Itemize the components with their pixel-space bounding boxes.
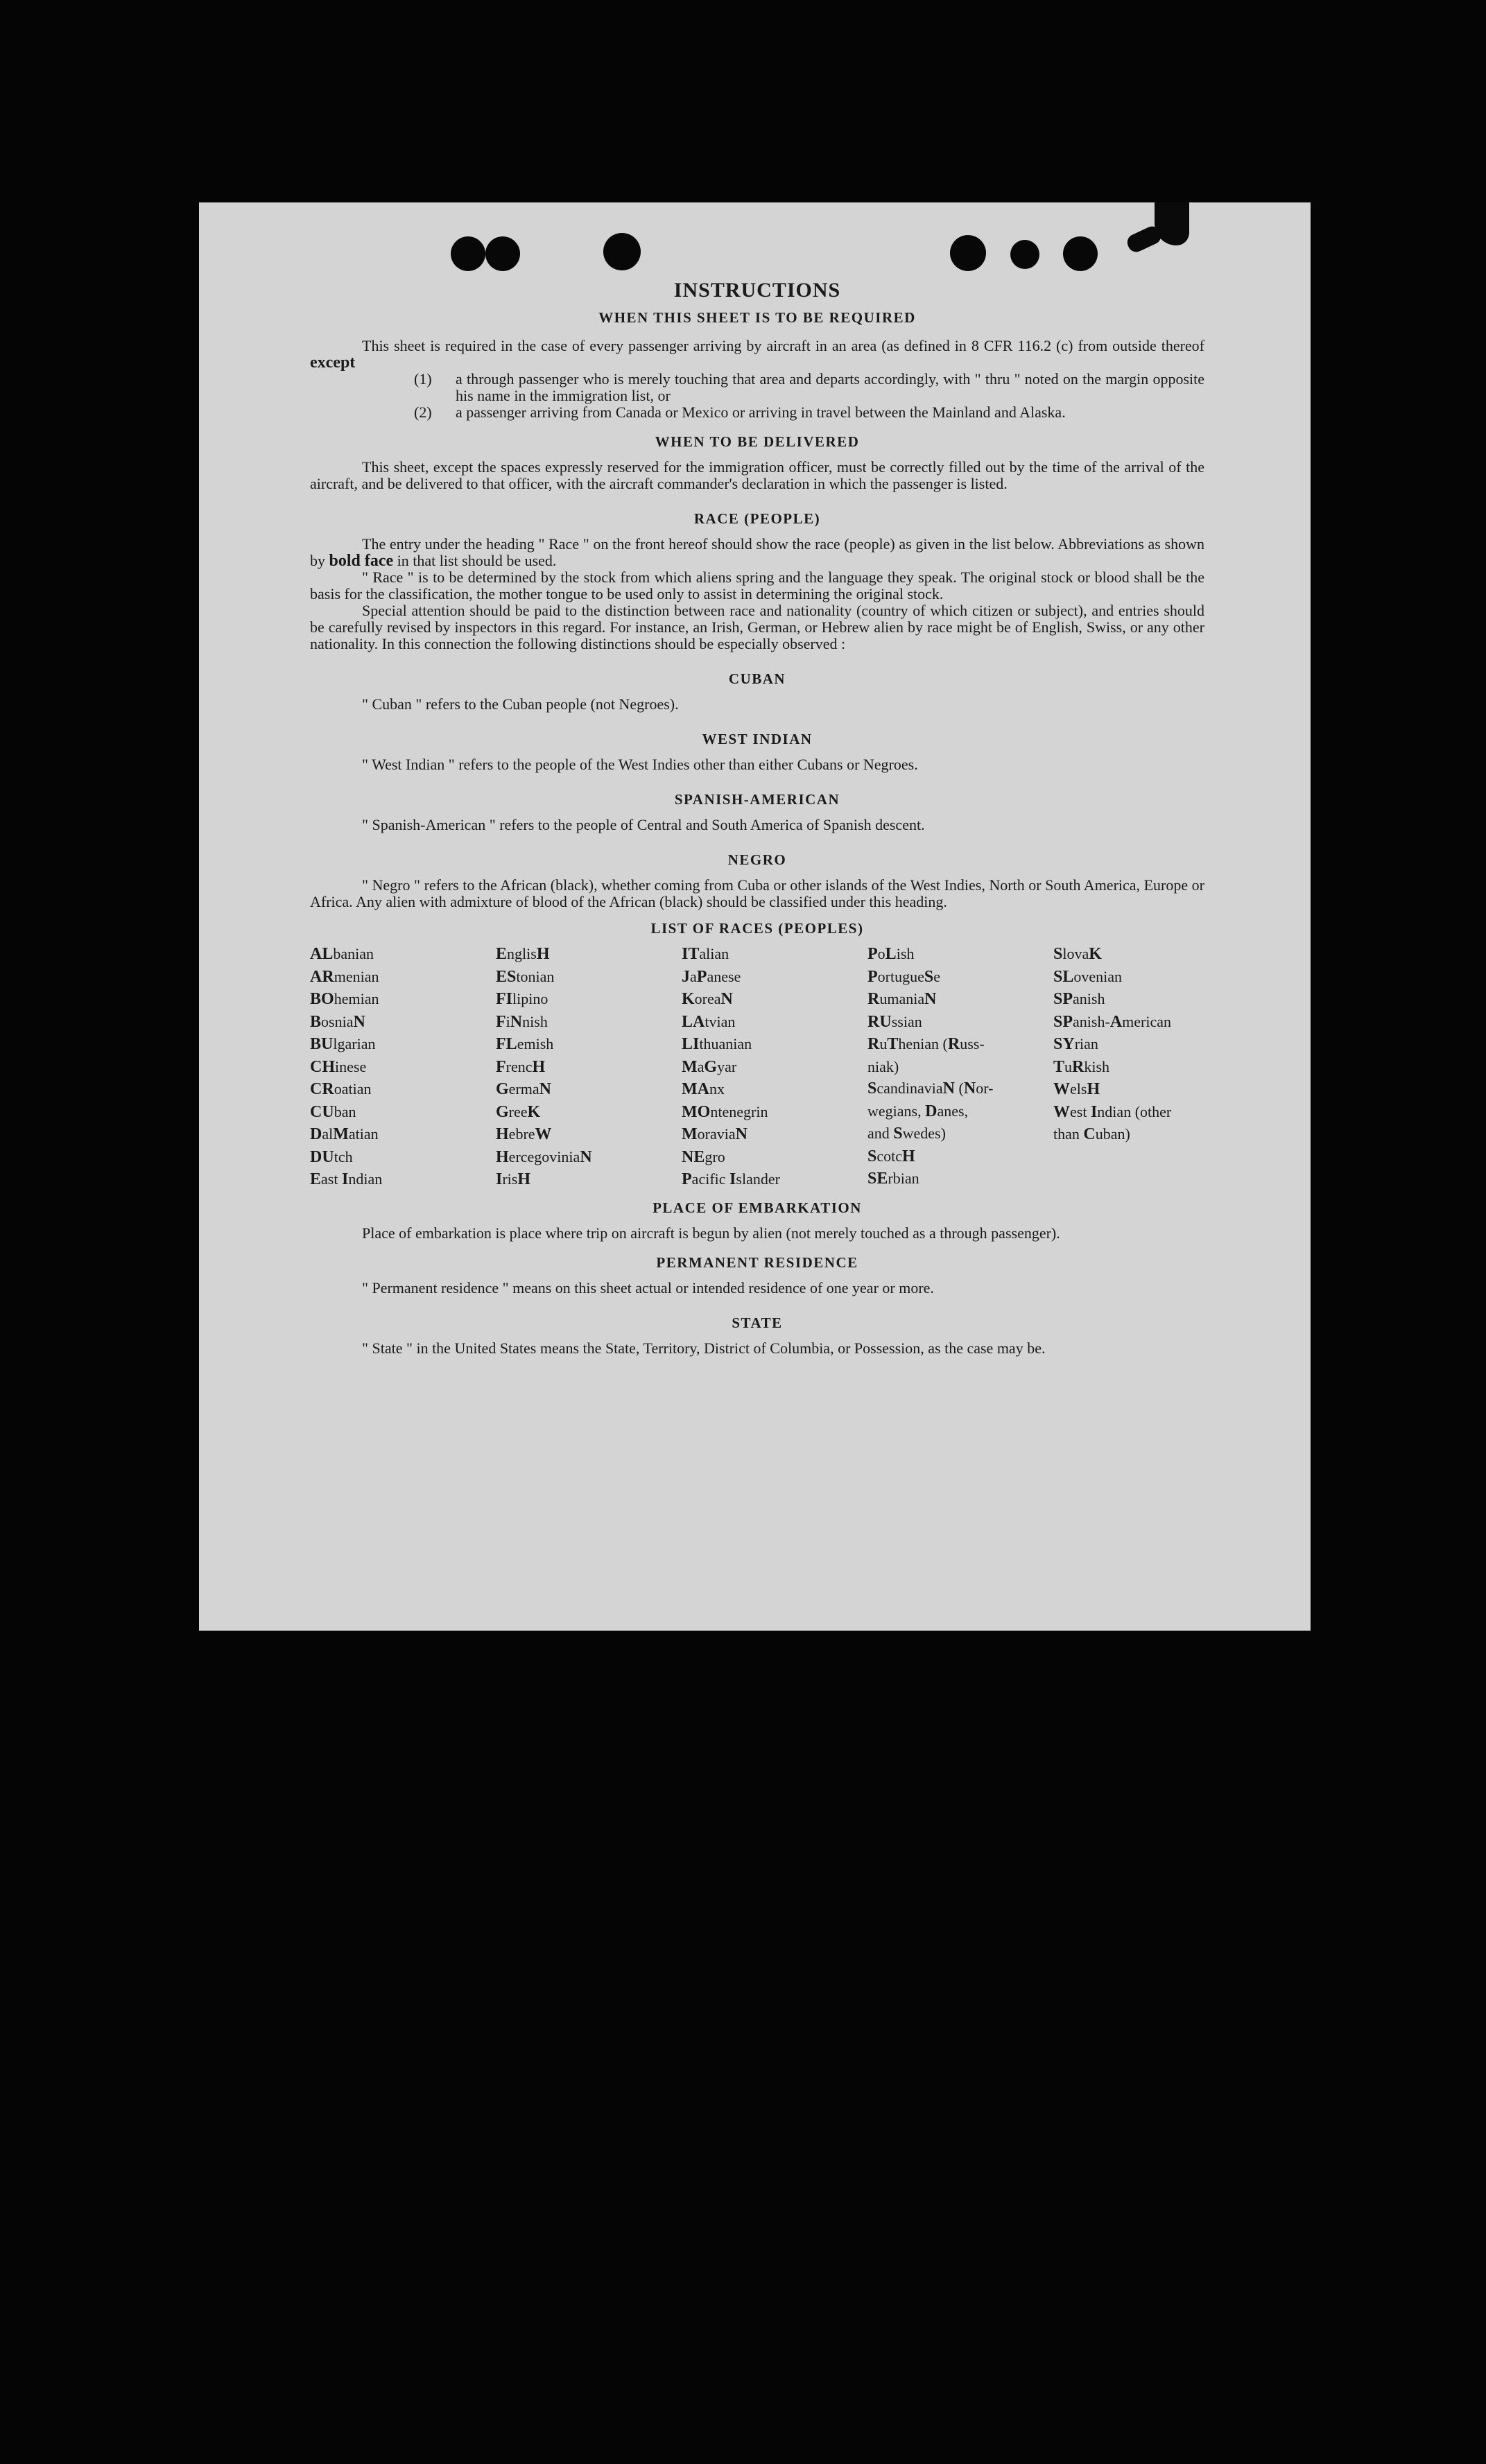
- punch-hole: [950, 235, 986, 271]
- race-entry: West Indian (other than Cuban): [1053, 1102, 1172, 1143]
- race-entry: BosniaN: [310, 1012, 365, 1031]
- race-entry: HercegoviniaN: [496, 1147, 592, 1166]
- race-entry: BUlgarian: [310, 1035, 376, 1053]
- race-entry: EnglisH: [496, 945, 550, 963]
- race-entry: FLemish: [496, 1035, 554, 1053]
- race-entry: JaPanese: [682, 967, 741, 986]
- paragraph: Place of embarkation is place where trip on aircraft is begun by alien (not merely touched as a through passenger).: [362, 1224, 1060, 1242]
- section-heading: PLACE OF EMBARKATION: [653, 1199, 862, 1216]
- race-entry: ARmenian: [310, 967, 379, 986]
- punch-hole: [451, 236, 485, 271]
- race-entry: ITalian: [682, 945, 729, 963]
- races-column: [867, 943, 1053, 1191]
- paragraph: " Cuban " refers to the Cuban people (not Negroes).: [362, 695, 679, 713]
- section-heading: WHEN THIS SHEET IS TO BE REQUIRED: [598, 309, 916, 326]
- paragraph: " State " in the United States means the State, Territory, District of Columbia, or Possession, as the case may be.: [362, 1339, 1046, 1357]
- race-entry: DalMatian: [310, 1125, 379, 1143]
- race-entry: PortugueSe: [867, 967, 941, 986]
- race-entry: DUtch: [310, 1147, 353, 1166]
- race-entry: HebreW: [496, 1125, 552, 1143]
- race-entry: KoreaN: [682, 990, 733, 1008]
- exception-item: (1) a through passenger who is merely touching that area and departs accordingly, with " thru " noted on the margin opposite his name in the immigration list, or: [414, 370, 1204, 404]
- race-entry: GreeK: [496, 1102, 541, 1121]
- instructions-content: [310, 279, 1204, 1357]
- race-entry: East Indian: [310, 1170, 383, 1188]
- document-page: [199, 202, 1311, 1631]
- race-entry: CHinese: [310, 1057, 367, 1076]
- punch-hole: [485, 236, 520, 271]
- race-entry: CUban: [310, 1102, 356, 1121]
- paragraph: " Race " is to be determined by the stock from which aliens spring and the language they speak. The original stock or blood shall be the basis for the classification, the mother tongue to be used only to assist in determining the original stock.: [310, 569, 1204, 602]
- paragraph: " Spanish-American " refers to the people of Central and South America of Spanish descent.: [362, 816, 925, 833]
- race-entry: RumaniaN: [867, 990, 937, 1008]
- race-entry: MoraviaN: [682, 1125, 748, 1143]
- paragraph: The entry under the heading " Race " on the front hereof should show the race (people) as given in the list below. Abbreviations as shown by bold face in that list should be used.: [310, 535, 1204, 570]
- race-entry: BOhemian: [310, 990, 379, 1008]
- race-entry: FiNnish: [496, 1012, 548, 1031]
- race-entry: Pacific Islander: [682, 1170, 780, 1188]
- page-title: INSTRUCTIONS: [673, 279, 841, 302]
- section-heading: NEGRO: [727, 851, 787, 868]
- race-entry: SLovenian: [1053, 967, 1123, 986]
- race-entry: RuThenian (Russ- niak): [867, 1035, 985, 1075]
- punch-hole: [1063, 236, 1098, 271]
- race-entry: MOntenegrin: [682, 1102, 768, 1121]
- races-table: [310, 943, 1204, 1191]
- race-entry: ScotcH: [867, 1147, 915, 1165]
- punch-hole: [1010, 240, 1039, 269]
- section-heading: PERMANENT RESIDENCE: [656, 1253, 858, 1271]
- race-entry: RUssian: [867, 1012, 922, 1031]
- race-entry: LIthuanian: [682, 1035, 752, 1053]
- section-heading: WEST INDIAN: [702, 731, 813, 747]
- race-entry: WelsH: [1053, 1080, 1100, 1098]
- torn-corner: [1125, 224, 1164, 255]
- race-entry: LAtvian: [682, 1012, 736, 1031]
- race-entry: MaGyar: [682, 1057, 737, 1076]
- race-entry: SYrian: [1053, 1035, 1098, 1053]
- section-heading: STATE: [732, 1314, 783, 1331]
- race-entry: SErbian: [867, 1170, 919, 1188]
- race-entry: ALbanian: [310, 945, 374, 963]
- race-entry: SPanish-American: [1053, 1012, 1172, 1031]
- section-heading: LIST OF RACES (PEOPLES): [650, 920, 864, 937]
- races-column: [1053, 943, 1204, 1191]
- races-column: [310, 943, 496, 1191]
- race-entry: SPanish: [1053, 990, 1105, 1008]
- race-entry: CRoatian: [310, 1080, 372, 1098]
- race-entry: FIlipino: [496, 990, 548, 1008]
- race-entry: ScandinaviaN (Nor- wegians, Danes, and Swedes): [867, 1079, 994, 1143]
- exception-item: (2) a passenger arriving from Canada or Mexico or arriving in travel between the Mainland and Alaska.: [414, 404, 1066, 421]
- race-entry: PoLish: [867, 945, 915, 963]
- race-entry: FrencH: [496, 1057, 546, 1076]
- paragraph: " Negro " refers to the African (black), whether coming from Cuba or other islands of the West Indies, North or South America, Europe or Africa. Any alien with admixture of blood of the African (black) should be classified under this heading.: [310, 876, 1204, 910]
- paragraph: " Permanent residence " means on this sheet actual or intended residence of one year or more.: [362, 1278, 934, 1296]
- section-heading: WHEN TO BE DELIVERED: [655, 433, 860, 450]
- section-heading: SPANISH-AMERICAN: [674, 791, 840, 808]
- races-column: [682, 943, 867, 1191]
- paragraph: This sheet, except the spaces expressly reserved for the immigration officer, must be correctly filled out by the time of the arrival of the aircraft, and be delivered to that officer, with the aircraft commander's declaration in which the passenger is listed.: [310, 458, 1204, 492]
- race-entry: TuRkish: [1053, 1057, 1110, 1076]
- required-intro: This sheet is required in the case of every passenger arriving by aircraft in an area (as defined in 8 CFR 116.2 (c) from outside thereof except: [310, 337, 1204, 372]
- race-entry: NEgro: [682, 1147, 725, 1166]
- race-entry: GermaN: [496, 1080, 551, 1098]
- races-column: [496, 943, 682, 1191]
- race-entry: EStonian: [496, 967, 555, 986]
- paragraph: Special attention should be paid to the distinction between race and nationality (country of which citizen or subject), and entries should be carefully revised by inspectors in this regard. For instance, an Irish, German, or Hebrew alien by race might be of English, Swiss, or any other nationality. In this connection the following distinctions should be especially observed :: [310, 602, 1204, 652]
- section-heading: CUBAN: [728, 670, 786, 687]
- race-entry: IrisH: [496, 1170, 531, 1188]
- section-heading: RACE (PEOPLE): [693, 510, 821, 527]
- race-entry: MAnx: [682, 1080, 725, 1098]
- race-entry: SlovaK: [1053, 945, 1102, 963]
- punch-hole: [603, 233, 641, 270]
- paragraph: " West Indian " refers to the people of the West Indies other than either Cubans or Negroes.: [362, 756, 918, 773]
